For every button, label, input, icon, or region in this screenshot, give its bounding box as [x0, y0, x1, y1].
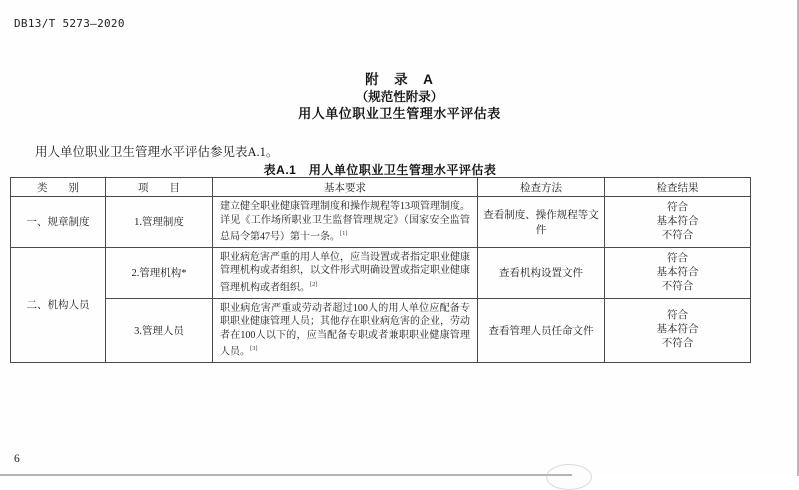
- header-item: 项 目: [106, 178, 213, 197]
- appendix-table-name: 用人单位职业卫生管理水平评估表: [298, 106, 501, 121]
- result-option: 符合: [667, 310, 688, 322]
- header-method: 检查方法: [478, 178, 605, 197]
- result-option: 基本符合: [656, 324, 699, 336]
- requirement-cell: [213, 247, 478, 298]
- page-number: 6: [14, 453, 20, 465]
- result-option: 不符合: [661, 229, 694, 241]
- table-header-row: [11, 178, 751, 197]
- method-cell: 查看制度、操作规程等文件: [478, 197, 605, 248]
- result-option: 基本符合: [656, 215, 699, 227]
- requirement-superscript: [1]: [340, 230, 348, 237]
- table-caption: 表A.1 用人单位职业卫生管理水平评估表: [263, 163, 497, 177]
- requirement-superscript: [3]: [250, 345, 258, 353]
- table-row: [11, 247, 751, 298]
- result-cell: [605, 247, 751, 298]
- method-cell: 查看机构设置文件: [478, 247, 605, 298]
- standard-number: DB13/T 5273—2020: [14, 17, 125, 30]
- requirement-cell: [213, 298, 478, 362]
- category-cell: 二、机构人员: [11, 247, 106, 362]
- method-cell: 查看管理人员任命文件: [478, 298, 605, 362]
- result-option: 不符合: [661, 338, 694, 350]
- header-requirement: 基本要求: [213, 178, 478, 197]
- table-row: [11, 197, 751, 248]
- requirement-text: 职业病危害严重或劳动者超过100人的用人单位应配备专职职业健康管理人员；其他存在职业病危害的企业，劳动者在100人以下的，应当配备专职或者兼职职业健康管理人员。: [220, 302, 470, 358]
- result-option: 符合: [667, 201, 688, 213]
- table-row: [11, 298, 751, 362]
- requirement-text: 职业病危害严重的用人单位，应当设置或者指定职业健康管理机构或者组织，以文件形式明确设置或指定职业健康管理机构或者组织。: [220, 251, 470, 294]
- appendix-title: 附 录 A: [365, 72, 434, 87]
- item-cell: 1.管理制度: [106, 197, 213, 248]
- result-option: 基本符合: [656, 266, 699, 278]
- item-cell: 2.管理机构*: [106, 247, 213, 298]
- result-option: 符合: [667, 252, 688, 264]
- result-cell: [605, 298, 751, 362]
- result-option: 不符合: [661, 280, 694, 292]
- requirement-superscript: [2]: [310, 280, 318, 288]
- requirement-text: 建立健全职业健康管理制度和操作规程等13项管理制度。详见《工作场所职业卫生监督管理规定》（国家安全监管总局令第47号）第十一条。: [220, 201, 470, 243]
- scan-smudge-artifact: [546, 464, 592, 490]
- category-cell: 一、规章制度: [11, 197, 106, 248]
- requirement-cell: [213, 197, 478, 248]
- result-cell: [605, 197, 751, 248]
- header-result: 检查结果: [605, 178, 751, 197]
- appendix-subtitle: （规范性附录）: [355, 90, 444, 104]
- header-category: 类 别: [11, 178, 106, 197]
- appendix-heading: [0, 72, 799, 122]
- evaluation-table: [10, 177, 751, 363]
- intro-paragraph: 用人单位职业卫生管理水平评估参见表A.1。: [35, 145, 279, 159]
- item-cell: 3.管理人员: [106, 298, 213, 362]
